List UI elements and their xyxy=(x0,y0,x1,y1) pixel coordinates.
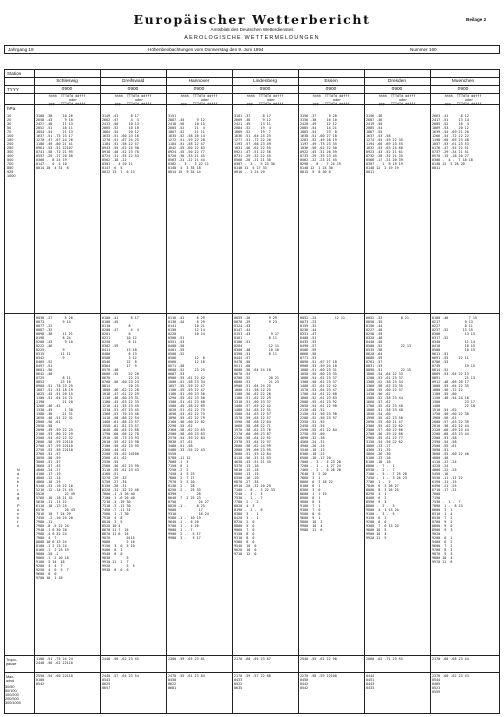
column-header: hhhh TTTdTd ddfff oder ppp TTTdTd ddfff xyxy=(246,94,284,106)
column-header: hhhh TTTdTd ddfff oder ppp TTTdTd ddfff xyxy=(312,94,350,106)
standard-levels-block: 3156 -37 9 28 3156 -38 16 10 2420 -49 12 12 2085 -54 14 21 1865 -54 23 8 1638 -51 -60 27 18 1263 -52 -49 28 19 1197 -49 -73 23 35 1036 -56 -62 22 50 0922 -45 -51 26 59 0733 -29 -33 23 45 0562 -22 -23 21 45 0298 - 8 - 7 24 19 0148 12 1 24 30 0015 9 8 30 6 xyxy=(300,114,341,174)
tyyy-label: TYYY xyxy=(7,87,19,92)
significant-levels-block: 0052 -33 8 21 0058 -35 0156 -44 0227 -48 0258 -49 0320 -48 0440 -50 0500 -52 22 13 0535 -58 0620 -64 0680 -59 0761 -57 0831 -53 0890 -51 22 15 1000 -54 -64 22 33 1200 -51 -61 23 37 1300 -52 -58 23 34 1360 -58 -63 23 35 1400 -55 -60 22 37 1430 -56 -62 1580 -52 -58 23 44 1660 -57 -62 1700 -55 -62 23 48 1800 -51 -58 23 48 1850 -54 -60 1990 -55 -62 23 58 2090 -53 -60 21 47 2300 -55 -62 22 62 2500 -57 -60 22 66 2700 -56 -59 22 66 2960 -55 -61 22 77 3150 -54 -56 22 62 4000 -23 -27 4360 -31 -35 4860 -26 -30 5100 -23 -26 6100 -18 -18 6800 - 7 - 1 6930 - 2 - 7 7100 - 5 - 7 25 28 7450 - 1 - 3 26 23 7700 1 - 2 7840 6 3 28 27 8000 8 3 26 25 8290 4 1 8400 6 2 8590 9 3 8800 - 2 - 3 9000 4 1 13 24 9100 - 3 - 5 9150 6 1 9200 6 0 9300 7 0 13 24 9800 10 5 9900 10 4 9920 11 5 xyxy=(366,316,411,540)
column-separator xyxy=(232,69,233,714)
divider xyxy=(4,85,500,86)
significant-levels-block: 0055 -26 9 29 0070 -29 9 23 0124 -43 0147 -44 0151 -43 9 17 0161 8 11 0186 -51 0284 12 11 0300 -48 10 10 0390 -51 8 11 0444 -57 0478 -58 0511 -60 0600 -58 -64 24 18 0670 -54 0700 -52 20 21 0800 -51 21 23 0900 -51 -64 24 25 1000 -51 -58 22 25 1100 -50 -62 22 26 1180 -51 -62 22 29 1310 -51 -60 23 37 1400 -57 -65 22 42 1480 -54 -65 22 51 1500 -54 -63 22 57 1570 -59 -65 22 57 1590 -58 -68 22 64 1660 -58 -68 22 71 1970 -58 -62 23 76 2170 -60 -66 23 87 2250 -58 -64 22 91 2370 -53 -64 22 97 2600 -58 -62 24 99 2800 -59 -66 23 95 3680 -51 -53 22 84 4110 -56 -51 21 63 4630 -43 -51 21 45 5370 -13 -16 5610 -15 -18 5800 -13 -15 6350 -16 -20 6870 -27 -35 6910 -20 -32 20 29 7100 - 8 - 3 22 33 7240 - 4 - 5 7530 - 1 - 7 7780 2 - 2 8020 4 3 8190 - 1 - 6 8380 3 - 1 8420 3 - 1 8720 2 0 8880 5 0 9060 7 0 9150 8 0 9310 8 0 9380 8 0 9540 10 0 9620 10 0 9710 12 0 xyxy=(234,316,279,556)
column-header: hhhh TTTdTd ddfff oder ppp TTTdTd ddfff xyxy=(180,94,218,106)
maxwind-block: 0444 0451 0443 0433 xyxy=(366,674,375,690)
maxwind-block: 2440 -57 -64 23 54 0543 0625 0657 xyxy=(102,674,139,690)
pressure-range-labels: 30/50 50/100 100/200 200/300 300/1000 xyxy=(5,685,21,705)
tropopause-block: 2440 -56 -62 23 45 xyxy=(102,657,139,661)
column-separator xyxy=(364,69,365,714)
tropopause-block: 2170 -60 -68 23 44 xyxy=(432,657,469,661)
standard-levels-block: 3181 -37 8 17 2669 -46 9 12 2421 -49 13 11 2084 -52 19 4 1869 -52 19 7 1636 -51 -64 24 25 1277 -51 -72 22 26 1193 -57 -68 23 49 1031 -56 -62 22 55 0921 -47 -51 22 56 0731 -29 -32 22 45 0568 -20 -21 21 30 0307 - 3 - 5 23 30 0148 11 5 17 33 0016 - 1 24 29 xyxy=(234,114,275,174)
station-code: 0900 xyxy=(325,87,337,92)
hpa-label: hPa xyxy=(7,106,16,111)
station-name: Dresden xyxy=(387,79,407,84)
issue-number: Nummer 160 xyxy=(410,47,437,52)
standard-levels-block: 3149 -41 8 17 2662 -47 4 4 2413 -50 10 13 2065 -52 10 10 1864 -54 20 12 1633 -51 -60 23 16 1270 -51 -67 24 25 1184 -51 -58 22 47 0943 -55 -62 24 98 0918 -48 -52 23 78 0724 -31 -55 22 53 0562 -18 -22 0301 - 4 20 11 0147 6 5 0012 13 7 6 13 xyxy=(102,114,139,174)
significant-levels-block: 0180 -46 7 15 0217 9 13 0227 8 11 0237 -52 13 15 0300 13 15 0317 -52 0340 11 14 0410 10 15 0500 10 15 0611 -51 0691 -55 22 11 0706 -53 0749 19 15 0814 -52 0869 -53 -64 22 13 0891 21 13 0912 -48 -66 26 17 1000 -55 -64 22 35 1080 -56 -72 22 1100 -55 -60 1150 -48 -54 24 16 1300 23 17 1400 22 18 1510 -54 -62 1750 -56 -60 22 30 1960 -56 -61 2000 -57 -63 22 39 2010 -58 -62 22 44 2120 -60 -69 23 44 2200 -60 -63 23 44 2300 -53 -58 2390 -54 -58 2500 -55 -61 3090 -51 3600 -55 -60 22 40 4000 -48 4110 -22 -24 4220 -24 4800 -22 -25 5450 -16 5530 -11 -11 22 6190 -11 -15 6490 -21 -25 6710 -17 -21 7000 7190 7530 - 1 - 7 7890 1 - 8 23 8000 3 1 8310 1 4 8530 7 2 8700 9 2 8800 9 0 8900 9 3 9020 9200 6 1 9400 6 2 9600 7 2 9700 8 3 9870 9 3 9880 10 4 9970 11 6 xyxy=(432,316,477,564)
nachtrag-note: N a c h t r a g P u n k t e xyxy=(17,468,20,528)
station-name: Muenchen xyxy=(451,79,475,84)
page-subtitle: Amtsblatt des Deutschen Wetterdienstes xyxy=(210,27,294,32)
significant-levels-block: 0100 -41 8 17 0108 -45 0110 8 0200 -47 4 4 0201 6 0221 10 12 0250 6 11 0302 -59 0411 13 18 0480 6 13 0508 3 12 0546 22 8 0564 17 9 0570 -48 0600 -55 22 20 0670 22 23 0700 -56 -60 23 24 0814 20 25 1000 -46 -62 22 28 1018 -47 -61 22 29 1130 -48 -60 23 31 1180 -43 -63 22 33 1210 -41 -55 23 45 1310 -51 -67 23 45 1360 -53 -70 23 48 1410 -58 -86 22 54 1460 -61 -88 23 57 1550 -61 -81 23 57 1640 -60 -65 22 68 1790 -60 -66 22 78 1910 -56 -73 23 93 2010 -55 -62 23 98 2100 -50 -62 23 95 2160 -44 -61 2200 -55 -62 24100 2360 -61 -62 2530 -55 2560 -56 -62 23 95 3110 -55 -61 23 43 4160 -51 5270 -29 -32 5750 -27 -34 6150 -28 -31 6320 -31 -32 22 46 7000 -1 -5 26 40 7100 1 -6 26 40 7210 -3 -19 30 7310 -3 -12 30 7450 -7 -11 31 7560 1 -7 30 7910 4 8 8010 3 5 8520 10 4 8670 11 7 24 8870 11 6 24 9070 0115 9080 5 16 9150 3 0 5 10 9400 6 1 9540 8 0 9630 5 9910 11 1 7 9920 5 5 9930 8 0 6 xyxy=(102,316,139,572)
divider xyxy=(4,672,500,673)
column-separator xyxy=(430,69,431,714)
station-code: 0900 xyxy=(457,87,469,92)
column-separator xyxy=(298,69,299,714)
beilage-label: Beilage 2 xyxy=(466,17,487,22)
column-header: hhhh TTTdTd ddfff oder ppp TTTdTd ddfff xyxy=(444,94,482,106)
divider xyxy=(4,77,500,78)
column-separator xyxy=(100,69,101,714)
standard-levels-block: 3156 -36 2687 -46 2419 -50 2085 -54 1867 -55 1637 -53 -58 1274 -55 -59 22 35 1194 -60 -69 23 55 1032 -53 -63 24 66 0923 -43 -52 21 61 0732 -28 -32 21 35 0566 -17 -21 20 39 0307 - 1 8 19 19 0148 12 2 19 19 0011 xyxy=(366,114,403,174)
station-label: Station xyxy=(7,71,22,76)
column-separator xyxy=(166,69,167,714)
station-code: 0900 xyxy=(61,87,73,92)
tropopause-block: 1100 -51 -75 24 24 2440 -56 -62 22110 xyxy=(36,657,73,665)
station-name: Schleswig xyxy=(56,79,78,84)
standard-levels-block: 2663 -41 8 12 2417 -51 13 14 2085 -52 16 4 1869 -53 20 12 1639 -54 -69 21 20 1266 -54 -72 22 22 1198 -60 -65 23 48 1057 -53 -61 23 53 0176 -47 -55 22 51 0737 -29 -34 21 51 0570 -15 -18 20 27 0308 - 4 - 7 18 18 0148 12 5 28 20 0011 xyxy=(432,114,473,170)
maxwind-block: 2270 -58 -59 22100 0450 0442 0542 xyxy=(300,674,337,690)
column-header: hhhh TTTdTd ddfff oder ppp TTTdTd ddfff xyxy=(48,94,86,106)
station-name: Lindenberg xyxy=(252,79,277,84)
tropopause-block: 2060 -62 -71 23 55 xyxy=(366,657,403,661)
maxwind-block: 2170 -59 -57 22 88 0433 0522 0635 xyxy=(234,674,271,690)
tropopause-block: 2170 -60 -65 23 87 xyxy=(234,657,271,661)
station-name: Essen xyxy=(324,79,338,84)
divider xyxy=(4,655,500,656)
station-name: Hannover xyxy=(188,79,210,84)
maxwind-block: 2370 -60 -62 23 43 0544 0485 0521 0559 xyxy=(432,674,469,694)
station-code: 0900 xyxy=(193,87,205,92)
column-separator xyxy=(34,69,35,714)
observation-date: Höhenbeobachtungen vom Donnerstag den 9. Juni 1994 xyxy=(148,47,264,52)
station-code: 0900 xyxy=(127,87,139,92)
station-name: Greifswald xyxy=(121,79,145,84)
page-title: Europäischer Wetterbericht xyxy=(133,12,371,27)
tropopause-block: 2540 -55 -61 22 98 xyxy=(300,657,337,661)
maxwind-block: 2470 -55 -61 23 84 0450 0622 0681 xyxy=(168,674,205,690)
standard-levels-block: 3188 -38 10 26 2658 -43 9 10 2427 -48 11 13 2052 -51 18 11 1854 -54 21 13 1637 -51 -75 23 17 1270 -47 -67 24 26 1180 -49 -80 21 41 0961 -53 -51 22107 0741 -58 -72 21 95 0557 -29 -27 20 58 0300 - 8 24 19 0147 - 0 5 10 0014 10 4 31 6 xyxy=(36,114,73,170)
tropopause-label: Tropo- pause xyxy=(6,658,18,667)
column-header: hhhh TTTdTd ddfff oder ppp TTTdTd ddfff xyxy=(114,94,152,106)
significant-levels-block: 0052 -24 12 11 0073 -23 0159 -32 0236 -44 0331 -47 0400 -51 0435 -53 0490 -57 0586 -59 0666 -56 0771 -53 0890 -51 -67 27 18 0900 -53 -59 24 18 1000 -51 -60 23 31 1050 -55 -60 23 35 1080 -54 -62 23 37 1300 -50 -62 23 37 1400 -52 -61 22 42 1570 -53 -64 23 47 1700 -54 -61 22 68 1800 -52 -61 23 83 2000 -55 -61 23 92 2050 -54 -61 22 98 2130 -45 -52 2150 -51 -56 23 98 2200 -52 -56 23 97 2350 -51 -55 2450 -53 -55 2590 -55 -61 22 84 2750 -55 -60 4090 -32 -38 4560 -24 -31 4900 -20 -25 5540 -10 -13 6300 -18 -22 6500 -10 -17 20 7000 - 3 - 4 23 28 7200 - 1 - 4 27 24 7460 - 2 - 6 28 28 7640 3 2 20 7860 3 1 8060 6 3 18 22 8100 6 1 8360 3 0 8600 1 1 19 8900 8 1 9000 8 3 9100 7 1 9300 7 0 9500 8 0 9600 9 1 9800 10 2 9900 10 4 9980 11 6 xyxy=(300,316,345,532)
levels-list: 10 20 30 50 70 100 150 200 250 300 400 500 700 850 925 1000 xyxy=(7,114,16,178)
maxwind-block: 2550 -54 -60 22110 0100 0542 xyxy=(36,674,73,686)
divider xyxy=(4,313,500,314)
maxwind-label: Max- wind xyxy=(6,675,15,684)
column-header: hhhh TTTdTd ddfff oder ppp TTTdTd ddfff xyxy=(378,94,416,106)
station-code: 0900 xyxy=(391,87,403,92)
significant-levels-block: 0116 -41 8 29 0130 -44 6 29 0141 10 21 0150 12 14 0220 10 24 0300 -51 0351 -53 0400 -50 0401 -55 0500 -52 0506 12 8 0560 12 18 0571 -58 0600 -52 23 25 0687 -53 0900 -55 -61 22 42 1000 -52 -58 23 34 1057 -55 -59 22 47 1100 -55 -59 22 47 1180 -51 -60 23 56 1290 -55 -62 23 58 1300 -51 -61 23 60 1580 -45 -58 22 69 1620 -51 -62 22 75 1658 -53 -62 22 75 1890 -55 -62 22 79 2160 -56 -60 22 82 2290 -55 -62 2360 -58 -62 23 83 2500 -58 -60 23 83 2570 -54 -59 22 84 3030 -57 -61 3480 -51 -58 5480 -33 -55 22 43 5550 5780 -11 12 7000 -1 3 7150 0 1 7250 -2 2 7450 4 3 23 7800 2 7 27 7970 5 3 20 8130 2 - 28 8250 2 - 25 33 8390 28 8640 7 2 25 23 8750 24 27 8820 -1 - 8 25 9000 17 9310 16 24 9580 -1 - 10 19 9640 -1 - 6 20 9700 1 - 4 20 9800 1 - 7 9900 2 - 5 17 9980 3 - 5 17 xyxy=(168,316,209,540)
significant-levels-block: 0038 -27 5 26 0071 9 14 0077 -22 0087 -32 0098 -38 11 21 0198 8 24 0200 -43 9 10 0222 -46 0225 9 0315 11 11 0342 9 0405 -52 0497 -51 0601 -56 0642 -48 0725 8 11 0853 23 16 0900 -51 -78 23 25 1007 -51 -51 18 19 1025 -45 -51 20 15 1100 -51 -64 24 21 1190 21 20 1260 -46 -41 1330 -45 1 30 1380 -38 21 31 1650 -48 -51 22 31 2000 -56 -61 2050 -58 2090 -49 -59 22 25 2100 -53 -80 22 29 2500 -54 -62 22 32 2600 -56 -59 22110 2700 -57 -59 22110 2750 -53 -58 22110 2780 -51 -57 3050 -50 -59 3000 -51 -57 3660 -57 -43 4000 -24 -27 4100 -17 -19 4800 -12 -14 4860 -16 -25 5140 -33 -16 22 16 5210 -12 -14 21 45 5520 22 49 5760 -16 -18 21 41 5630 -11 -11 22 6110 -18 -13 25 6570 20 43 7010 10 7 24 29 7450 -2 -10 25 28 7980 -11 7980 -8 -5 22 24 7940 -1 6 30 28 7980 -4 6 32 24 7980 4 7 8080 10 6 13 24 8100 -1 2 13 24 8160 -1 2 23 19 9000 -20 -1 9060 -1 2 20 18 9100 5 14 18 9200 4 4 7 9250 4 0 5 7 9600 8 0 9700 10 1 18 xyxy=(36,316,75,580)
jahrgang-label: Jahrgang 19 xyxy=(8,47,34,52)
section-title: AEROLOGISCHE WETTERMELDUNGEN xyxy=(184,35,320,41)
standard-levels-block: 3151 2887 -45 9 12 2418 -50 10 15 2085 -52 21 4 1867 -52 21 11 1635 -52 -58 26 14 1272 -51 -59 22 28 1184 -51 -58 22 47 1042 -55 -60 22 83 0924 -45 -50 22 77 0720 -30 -33 21 45 0563 -21 -22 21 44 0302 - 3 - 3 22 11 0148 4 3 35 18 0014 15 9 34 14 xyxy=(168,114,209,174)
tropopause-block: 2300 -59 -65 23 81 xyxy=(168,657,205,661)
station-code: 0900 xyxy=(259,87,271,92)
